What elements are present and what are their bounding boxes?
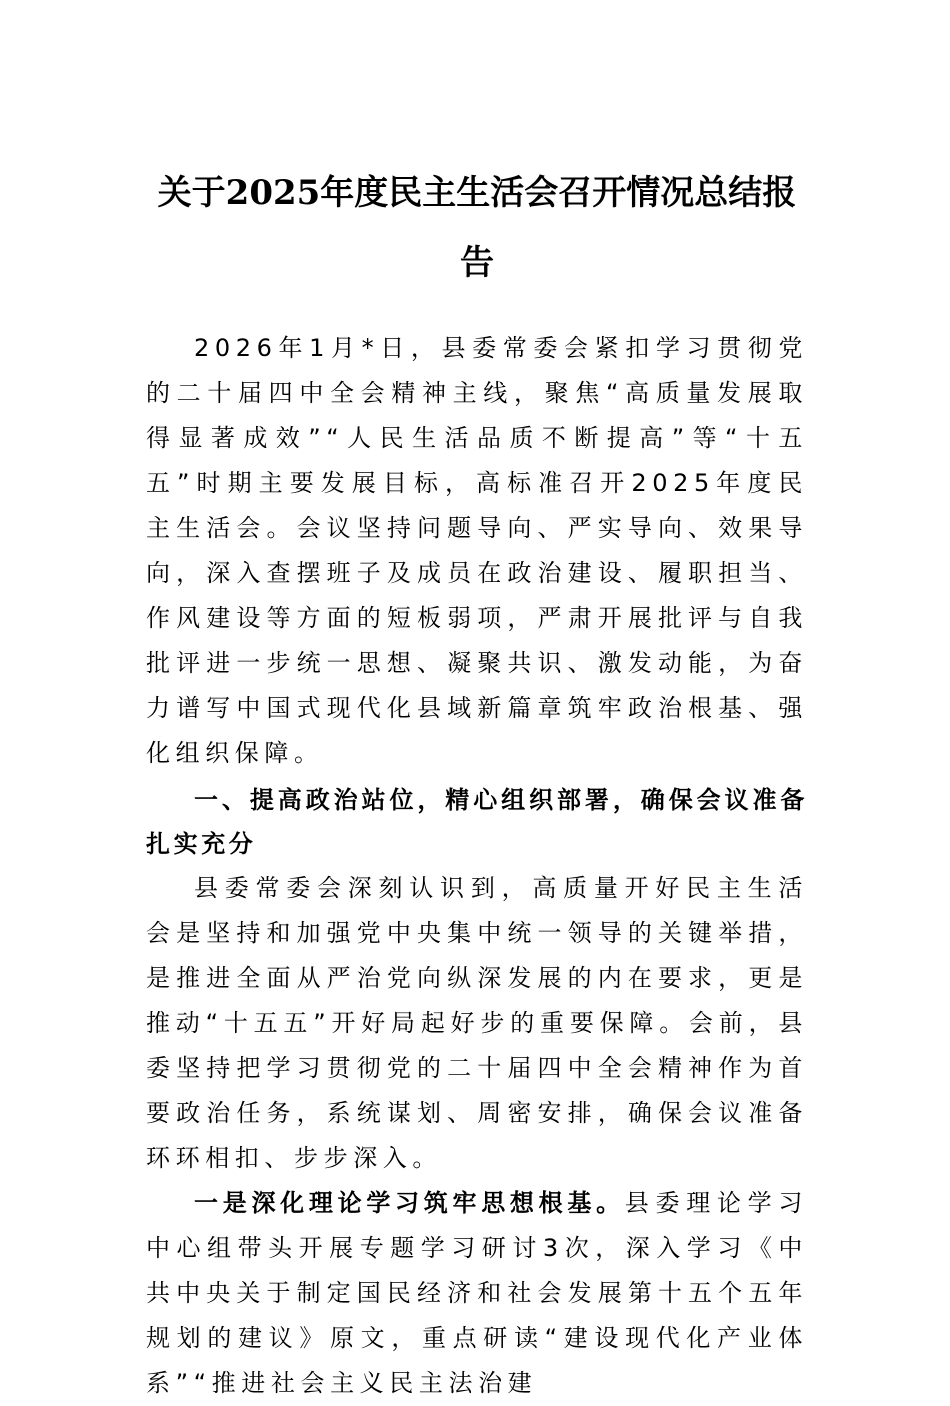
point-1-paragraph — [146, 1181, 808, 1406]
intro-paragraph: 2026年1月*日，县委常委会紧扣学习贯彻党的二十届四中全会精神主线，聚焦“高质量发展取得显著成效”“人民生活品质不断提高”等“十五五”时期主要发展目标，高标准召开2025年度民主生活会。会议坚持问题导向、严实导向、效果导向，深入查摆班子及成员在政治建设、履职担当、作风建设等方面的短板弱项，严肃开展批评与自我批评进一步统一思想、凝聚共识、激发动能，为奋力谱写中国式现代化县域新篇章筑牢政治根基、强化组织保障。 — [146, 334, 808, 767]
document-body — [146, 326, 808, 1406]
section-heading-1: 一、提高政治站位，精心组织部署，确保会议准备扎实充分 — [146, 786, 808, 858]
point-1-text: 县委理论学习中心组带头开展专题学习研讨3次，深入学习《中共中央关于制定国民经济和社会发展第十五个五年规划的建议》原文，重点研读“建设现代化产业体系”“推进社会主义民主法治建 — [146, 1189, 808, 1397]
point-1-lead: 一是深化理论学习筑牢思想根基。 — [194, 1189, 625, 1217]
title-line-1: 关于2025年度民主生活会召开情况总结报 — [157, 173, 797, 213]
document-title — [146, 158, 808, 298]
section-1-paragraph: 县委常委会深刻认识到，高质量开好民主生活会是坚持和加强党中央集中统一领导的关键举措，是推进全面从严治党向纵深发展的内在要求，更是推动“十五五”开好局起好步的重要保障。会前，县委坚持把学习贯彻党的二十届四中全会精神作为首要政治任务，系统谋划、周密安排，确保会议准备环环相扣、步步深入。 — [146, 874, 808, 1172]
title-line-2: 告 — [460, 243, 494, 283]
